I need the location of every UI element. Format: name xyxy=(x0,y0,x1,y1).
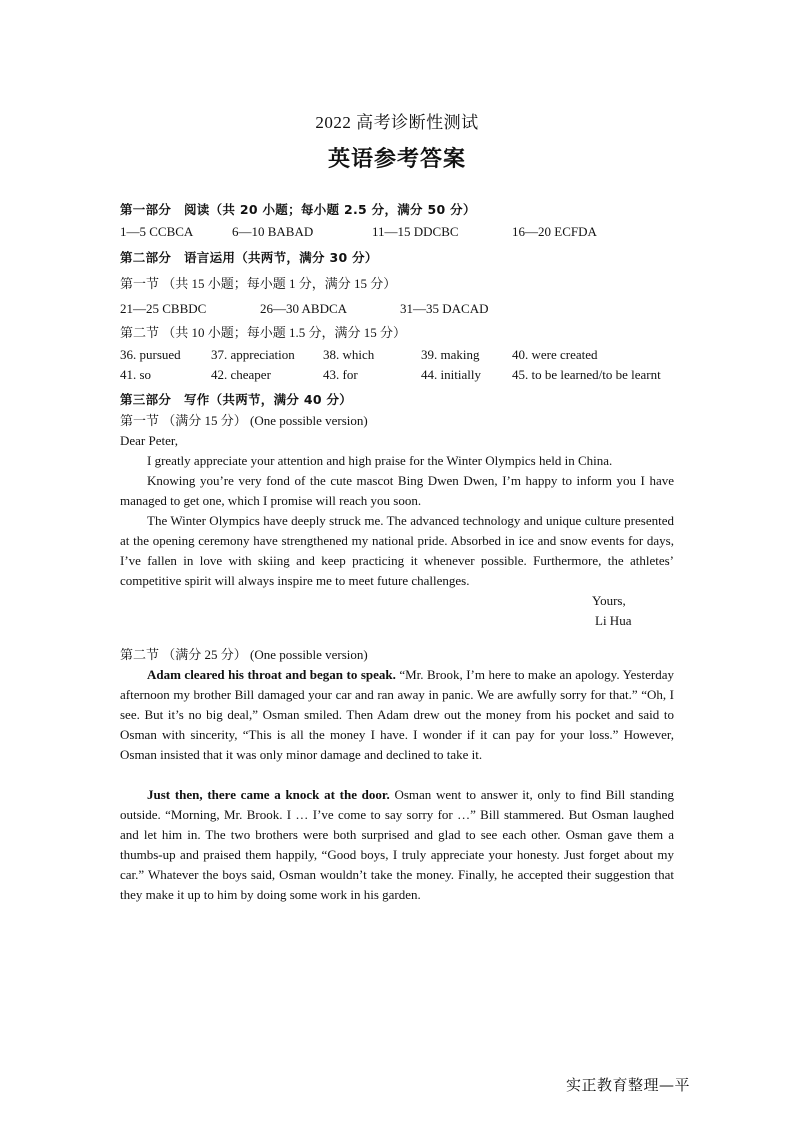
part2-heading: 第二部分 语言运用（共两节，满分 30 分） xyxy=(120,250,378,265)
part2-section2-answer: 43. for xyxy=(323,367,358,382)
letter-greeting: Dear Peter, xyxy=(120,433,178,448)
part2-section2-answer: 45. to be learned/to be learnt xyxy=(512,367,661,382)
part1-answer: 1—5 CCBCA xyxy=(120,224,194,239)
story-lead-sentence: Just then, there came a knock at the door. xyxy=(147,787,390,802)
part2-section2-answer: 36. pursued xyxy=(120,347,181,362)
part2-section2-heading: 第二节 （共 10 小题；每小题 1.5 分，满分 15 分） xyxy=(120,325,407,340)
part2-section1-heading: 第一节 （共 15 小题；每小题 1 分，满分 15 分） xyxy=(120,276,397,291)
story-text: “Mr. Brook, I’m here to make an apology. Yesterday afternoon my brother Bill damaged your car and ran away in panic. We are awfully sorry for that.” “Oh, I see. But it’s no big deal,” Osman smiled. Then Adam drew out the money from his pocket and said to Osman with sincerity, “This is all the money I have. I wonder if it can pay for your loss.” However, Osman insisted that it was only minor damage and declined to take it. xyxy=(120,667,674,762)
story-lead-sentence: Adam cleared his throat and began to speak. xyxy=(147,667,396,682)
part3-heading: 第三部分 写作（共两节，满分 40 分） xyxy=(120,392,353,407)
part1-answer: 6—10 BABAD xyxy=(232,224,314,239)
footer-note: 实正教育整理—平 xyxy=(566,1076,691,1094)
part2-section1-answer: 26—30 ABDCA xyxy=(260,301,348,316)
part2-section2-answer: 42. cheaper xyxy=(211,367,271,382)
story-text: Osman went to answer it, only to find Bill standing outside. “Morning, Mr. Brook. I … I’ve come to say sorry for …” Bill stammered. But Osman laughed and let him in. The two brothers were both surprised and glad to see each other. Osman gave them a thumbs-up and praised them happily, “Good boys, I truly appreciate your honesty. Just forget about my car.” Whatever the boys said, Osman wouldn’t take the money. Finally, he accepted their suggestion that they make it up to him by doing some work in his garden. xyxy=(120,787,674,902)
story-paragraph xyxy=(120,665,674,765)
part1-heading: 第一部分 阅读（共 20 小题；每小题 2.5 分，满分 50 分） xyxy=(120,202,476,217)
part2-section2-answer: 44. initially xyxy=(421,367,481,382)
document-subtitle: 英语参考答案 xyxy=(327,147,466,172)
letter-paragraph: The Winter Olympics have deeply struck me. The advanced technology and unique culture presented at the opening ceremony have strengthened my national pride. Absorbed in ice and snow events for days, I’ve fallen in love with skiing and keep practicing it whenever possible. Furthermore, the athletes’ competitive spirit will always inspire me to meet future challenges. xyxy=(120,513,674,588)
part1-answer: 11—15 DDCBC xyxy=(372,224,459,239)
letter-signature: Li Hua xyxy=(595,613,632,628)
part3-section2-heading: 第二节 （满分 25 分） (One possible version) xyxy=(120,647,368,662)
part3-section1-heading: 第一节 （满分 15 分） (One possible version) xyxy=(120,413,368,428)
part2-section2-answer: 38. which xyxy=(323,347,375,362)
part1-answer: 16—20 ECFDA xyxy=(512,224,597,239)
part2-section2-answer: 41. so xyxy=(120,367,152,382)
part2-section1-answer: 21—25 CBBDC xyxy=(120,301,207,316)
letter-closing: Yours, xyxy=(592,593,626,608)
letter-paragraph: I greatly appreciate your attention and high praise for the Winter Olympics held in China. xyxy=(147,453,613,468)
story-paragraph xyxy=(120,785,674,905)
part2-section1-answer: 31—35 DACAD xyxy=(400,301,489,316)
part2-section2-answer: 37. appreciation xyxy=(211,347,295,362)
part2-section2-answer: 40. were created xyxy=(512,347,598,362)
letter-paragraph: Knowing you’re very fond of the cute mascot Bing Dwen Dwen, I’m happy to inform you I have managed to get one, which I promise will reach you soon. xyxy=(120,473,674,508)
part2-section2-answer: 39. making xyxy=(421,347,480,362)
document-title: 2022 高考诊断性测试 xyxy=(315,113,479,132)
